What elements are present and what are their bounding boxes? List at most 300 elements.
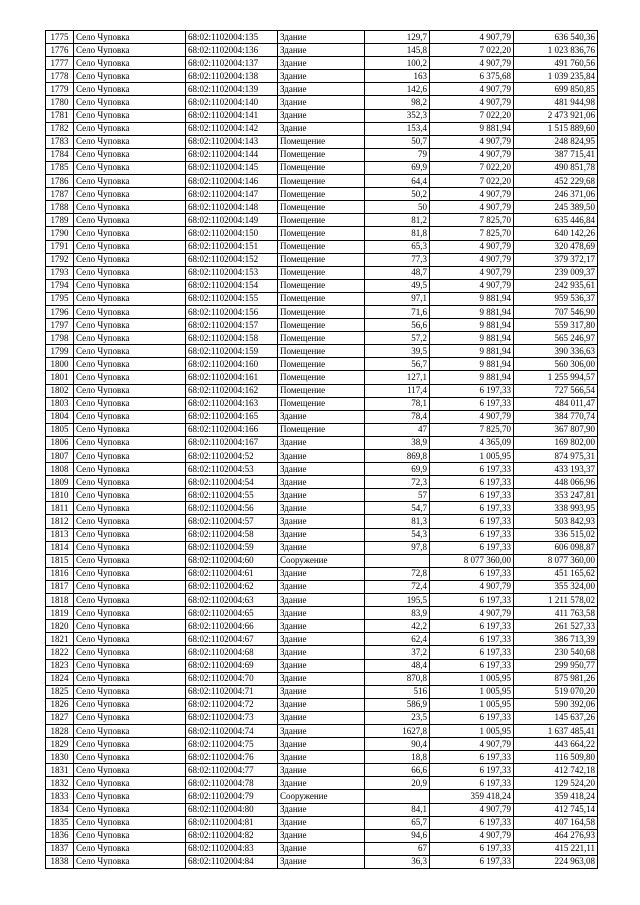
specific-value: 8 077 360,00 bbox=[430, 554, 514, 567]
settlement-name: Село Чуповка bbox=[74, 803, 186, 816]
cadastral-value: 353 247,81 bbox=[514, 489, 598, 502]
cadastral-number: 68:02:1102004:143 bbox=[186, 135, 278, 148]
object-type: Здание bbox=[278, 528, 365, 541]
cadastral-value: 8 077 360,00 bbox=[514, 554, 598, 567]
area-value: 81,8 bbox=[365, 227, 430, 240]
settlement-name: Село Чуповка bbox=[74, 240, 186, 253]
settlement-name: Село Чуповка bbox=[74, 554, 186, 567]
cadastral-number: 68:02:1102004:153 bbox=[186, 266, 278, 279]
table-row bbox=[46, 541, 598, 554]
area-value: 56,7 bbox=[365, 358, 430, 371]
table-row bbox=[46, 803, 598, 816]
specific-value: 4 907,79 bbox=[430, 738, 514, 751]
object-type: Помещение bbox=[278, 240, 365, 253]
area-value: 64,4 bbox=[365, 175, 430, 188]
row-number: 1811 bbox=[46, 502, 74, 515]
settlement-name: Село Чуповка bbox=[74, 541, 186, 554]
cadastral-value: 390 336,63 bbox=[514, 345, 598, 358]
cadastral-value: 565 246,97 bbox=[514, 332, 598, 345]
row-number: 1781 bbox=[46, 109, 74, 122]
settlement-name: Село Чуповка bbox=[74, 201, 186, 214]
area-value: 77,3 bbox=[365, 253, 430, 266]
row-number: 1786 bbox=[46, 175, 74, 188]
row-number: 1835 bbox=[46, 816, 74, 829]
cadastral-value: 491 760,56 bbox=[514, 57, 598, 70]
cadastral-value: 299 950,77 bbox=[514, 659, 598, 672]
row-number: 1798 bbox=[46, 332, 74, 345]
area-value: 56,6 bbox=[365, 319, 430, 332]
cadastral-value: 1 039 235,84 bbox=[514, 70, 598, 83]
cadastral-number: 68:02:1102004:79 bbox=[186, 790, 278, 803]
cadastral-number: 68:02:1102004:146 bbox=[186, 175, 278, 188]
cadastral-value: 1 637 485,41 bbox=[514, 724, 598, 737]
row-number: 1830 bbox=[46, 751, 74, 764]
row-number: 1838 bbox=[46, 855, 74, 868]
settlement-name: Село Чуповка bbox=[74, 515, 186, 528]
table-row bbox=[46, 489, 598, 502]
table-row bbox=[46, 816, 598, 829]
cadastral-number: 68:02:1102004:141 bbox=[186, 109, 278, 122]
area-value: 117,4 bbox=[365, 384, 430, 397]
cadastral-value: 451 165,62 bbox=[514, 567, 598, 580]
area-value: 23,5 bbox=[365, 711, 430, 724]
cadastral-number: 68:02:1102004:165 bbox=[186, 410, 278, 423]
specific-value: 9 881,94 bbox=[430, 305, 514, 318]
object-type: Здание bbox=[278, 109, 365, 122]
object-type: Помещение bbox=[278, 319, 365, 332]
object-type: Помещение bbox=[278, 135, 365, 148]
cadastral-number: 68:02:1102004:52 bbox=[186, 450, 278, 463]
cadastral-number: 68:02:1102004:158 bbox=[186, 332, 278, 345]
row-number: 1815 bbox=[46, 554, 74, 567]
area-value: 100,2 bbox=[365, 57, 430, 70]
table-row bbox=[46, 528, 598, 541]
cadastral-value: 464 276,93 bbox=[514, 829, 598, 842]
area-value: 90,4 bbox=[365, 738, 430, 751]
table-row bbox=[46, 711, 598, 724]
object-type: Сооружение bbox=[278, 790, 365, 803]
object-type: Здание bbox=[278, 816, 365, 829]
settlement-name: Село Чуповка bbox=[74, 31, 186, 44]
row-number: 1833 bbox=[46, 790, 74, 803]
cadastral-value: 145 637,26 bbox=[514, 711, 598, 724]
area-value: 79 bbox=[365, 148, 430, 161]
specific-value: 9 881,94 bbox=[430, 345, 514, 358]
cadastral-number: 68:02:1102004:56 bbox=[186, 502, 278, 515]
table-row bbox=[46, 724, 598, 737]
cadastral-number: 68:02:1102004:80 bbox=[186, 803, 278, 816]
row-number: 1832 bbox=[46, 777, 74, 790]
row-number: 1813 bbox=[46, 528, 74, 541]
specific-value: 6 197,33 bbox=[430, 816, 514, 829]
row-number: 1793 bbox=[46, 266, 74, 279]
row-number: 1804 bbox=[46, 410, 74, 423]
specific-value: 7 825,70 bbox=[430, 214, 514, 227]
specific-value: 4 907,79 bbox=[430, 148, 514, 161]
row-number: 1775 bbox=[46, 31, 74, 44]
cadastral-number: 68:02:1102004:63 bbox=[186, 594, 278, 607]
area-value: 39,5 bbox=[365, 345, 430, 358]
object-type: Сооружение bbox=[278, 554, 365, 567]
cadastral-value: 407 164,58 bbox=[514, 816, 598, 829]
cadastral-number: 68:02:1102004:160 bbox=[186, 358, 278, 371]
cadastral-number: 68:02:1102004:167 bbox=[186, 436, 278, 449]
row-number: 1823 bbox=[46, 659, 74, 672]
object-type: Помещение bbox=[278, 384, 365, 397]
settlement-name: Село Чуповка bbox=[74, 410, 186, 423]
table-row bbox=[46, 790, 598, 803]
object-type: Помещение bbox=[278, 397, 365, 410]
cadastral-value: 448 066,96 bbox=[514, 476, 598, 489]
settlement-name: Село Чуповка bbox=[74, 698, 186, 711]
area-value: 47 bbox=[365, 423, 430, 436]
object-type: Помещение bbox=[278, 161, 365, 174]
table-row bbox=[46, 607, 598, 620]
table-row bbox=[46, 567, 598, 580]
cadastral-number: 68:02:1102004:82 bbox=[186, 829, 278, 842]
cadastral-number: 68:02:1102004:66 bbox=[186, 620, 278, 633]
cadastral-value: 169 802,00 bbox=[514, 436, 598, 449]
row-number: 1816 bbox=[46, 567, 74, 580]
settlement-name: Село Чуповка bbox=[74, 135, 186, 148]
cadastral-number: 68:02:1102004:154 bbox=[186, 279, 278, 292]
object-type: Здание bbox=[278, 751, 365, 764]
table-row bbox=[46, 70, 598, 83]
cadastral-value: 443 664,22 bbox=[514, 738, 598, 751]
area-value: 72,4 bbox=[365, 580, 430, 593]
specific-value: 6 197,33 bbox=[430, 659, 514, 672]
row-number: 1810 bbox=[46, 489, 74, 502]
table-row bbox=[46, 633, 598, 646]
settlement-name: Село Чуповка bbox=[74, 70, 186, 83]
table-row bbox=[46, 175, 598, 188]
settlement-name: Село Чуповка bbox=[74, 842, 186, 855]
area-value: 127,1 bbox=[365, 371, 430, 384]
cadastral-number: 68:02:1102004:151 bbox=[186, 240, 278, 253]
specific-value: 4 907,79 bbox=[430, 607, 514, 620]
area-value: 869,8 bbox=[365, 450, 430, 463]
cadastral-value: 640 142,26 bbox=[514, 227, 598, 240]
object-type: Здание bbox=[278, 698, 365, 711]
cadastral-value: 320 478,69 bbox=[514, 240, 598, 253]
row-number: 1778 bbox=[46, 70, 74, 83]
object-type: Здание bbox=[278, 672, 365, 685]
object-type: Здание bbox=[278, 410, 365, 423]
area-value: 48,4 bbox=[365, 659, 430, 672]
area-value: 49,5 bbox=[365, 279, 430, 292]
object-type: Здание bbox=[278, 607, 365, 620]
cadastral-number: 68:02:1102004:71 bbox=[186, 685, 278, 698]
row-number: 1777 bbox=[46, 57, 74, 70]
table-row bbox=[46, 698, 598, 711]
cadastral-number: 68:02:1102004:69 bbox=[186, 659, 278, 672]
table-row bbox=[46, 751, 598, 764]
table-row bbox=[46, 227, 598, 240]
table-row bbox=[46, 371, 598, 384]
cadastral-number: 68:02:1102004:81 bbox=[186, 816, 278, 829]
cadastral-value: 384 770,74 bbox=[514, 410, 598, 423]
specific-value: 7 022,20 bbox=[430, 161, 514, 174]
table-row bbox=[46, 672, 598, 685]
area-value: 48,7 bbox=[365, 266, 430, 279]
document-page bbox=[45, 30, 597, 869]
table-row bbox=[46, 463, 598, 476]
area-value: 57,2 bbox=[365, 332, 430, 345]
cadastral-number: 68:02:1102004:145 bbox=[186, 161, 278, 174]
row-number: 1821 bbox=[46, 633, 74, 646]
area-value: 67 bbox=[365, 842, 430, 855]
object-type: Здание bbox=[278, 122, 365, 135]
row-number: 1779 bbox=[46, 83, 74, 96]
cadastral-value: 484 011,47 bbox=[514, 397, 598, 410]
table-row bbox=[46, 764, 598, 777]
specific-value: 6 197,33 bbox=[430, 620, 514, 633]
object-type: Помещение bbox=[278, 305, 365, 318]
cadastral-number: 68:02:1102004:163 bbox=[186, 397, 278, 410]
specific-value: 7 022,20 bbox=[430, 175, 514, 188]
cadastral-number: 68:02:1102004:152 bbox=[186, 253, 278, 266]
cadastral-number: 68:02:1102004:138 bbox=[186, 70, 278, 83]
settlement-name: Село Чуповка bbox=[74, 528, 186, 541]
table-row bbox=[46, 423, 598, 436]
cadastral-number: 68:02:1102004:65 bbox=[186, 607, 278, 620]
object-type: Здание bbox=[278, 70, 365, 83]
area-value: 18,8 bbox=[365, 751, 430, 764]
settlement-name: Село Чуповка bbox=[74, 214, 186, 227]
settlement-name: Село Чуповка bbox=[74, 476, 186, 489]
area-value: 72,3 bbox=[365, 476, 430, 489]
object-type: Помещение bbox=[278, 332, 365, 345]
cadastral-value: 707 546,90 bbox=[514, 305, 598, 318]
settlement-name: Село Чуповка bbox=[74, 332, 186, 345]
settlement-name: Село Чуповка bbox=[74, 423, 186, 436]
specific-value: 6 197,33 bbox=[430, 528, 514, 541]
table-row bbox=[46, 594, 598, 607]
settlement-name: Село Чуповка bbox=[74, 122, 186, 135]
row-number: 1827 bbox=[46, 711, 74, 724]
object-type: Здание bbox=[278, 502, 365, 515]
cadastral-value: 490 851,78 bbox=[514, 161, 598, 174]
row-number: 1790 bbox=[46, 227, 74, 240]
specific-value: 6 197,33 bbox=[430, 764, 514, 777]
table-body bbox=[46, 31, 598, 869]
object-type: Помещение bbox=[278, 292, 365, 305]
cadastral-number: 68:02:1102004:137 bbox=[186, 57, 278, 70]
specific-value: 6 197,33 bbox=[430, 842, 514, 855]
specific-value: 4 907,79 bbox=[430, 135, 514, 148]
cadastral-value: 387 715,41 bbox=[514, 148, 598, 161]
settlement-name: Село Чуповка bbox=[74, 724, 186, 737]
settlement-name: Село Чуповка bbox=[74, 188, 186, 201]
area-value: 71,6 bbox=[365, 305, 430, 318]
object-type: Здание bbox=[278, 31, 365, 44]
cadastral-value: 386 713,39 bbox=[514, 633, 598, 646]
cadastral-value: 116 509,80 bbox=[514, 751, 598, 764]
cadastral-value: 503 842,93 bbox=[514, 515, 598, 528]
specific-value: 6 197,33 bbox=[430, 633, 514, 646]
settlement-name: Село Чуповка bbox=[74, 450, 186, 463]
specific-value: 6 197,33 bbox=[430, 594, 514, 607]
settlement-name: Село Чуповка bbox=[74, 855, 186, 868]
cadastral-value-table bbox=[45, 30, 598, 869]
table-row bbox=[46, 122, 598, 135]
area-value: 37,2 bbox=[365, 646, 430, 659]
object-type: Здание bbox=[278, 567, 365, 580]
specific-value: 4 907,79 bbox=[430, 96, 514, 109]
row-number: 1828 bbox=[46, 724, 74, 737]
settlement-name: Село Чуповка bbox=[74, 279, 186, 292]
settlement-name: Село Чуповка bbox=[74, 489, 186, 502]
object-type: Помещение bbox=[278, 371, 365, 384]
row-number: 1802 bbox=[46, 384, 74, 397]
specific-value: 9 881,94 bbox=[430, 319, 514, 332]
area-value: 516 bbox=[365, 685, 430, 698]
settlement-name: Село Чуповка bbox=[74, 305, 186, 318]
cadastral-value: 635 446,84 bbox=[514, 214, 598, 227]
specific-value: 6 197,33 bbox=[430, 711, 514, 724]
table-row bbox=[46, 410, 598, 423]
cadastral-number: 68:02:1102004:59 bbox=[186, 541, 278, 554]
table-row bbox=[46, 580, 598, 593]
cadastral-value: 367 807,90 bbox=[514, 423, 598, 436]
row-number: 1824 bbox=[46, 672, 74, 685]
specific-value: 6 197,33 bbox=[430, 463, 514, 476]
table-row bbox=[46, 436, 598, 449]
specific-value: 1 005,95 bbox=[430, 672, 514, 685]
settlement-name: Село Чуповка bbox=[74, 266, 186, 279]
row-number: 1817 bbox=[46, 580, 74, 593]
object-type: Помещение bbox=[278, 279, 365, 292]
object-type: Помещение bbox=[278, 175, 365, 188]
object-type: Здание bbox=[278, 803, 365, 816]
area-value: 1627,8 bbox=[365, 724, 430, 737]
specific-value: 6 197,33 bbox=[430, 567, 514, 580]
area-value: 94,6 bbox=[365, 829, 430, 842]
row-number: 1792 bbox=[46, 253, 74, 266]
cadastral-number: 68:02:1102004:57 bbox=[186, 515, 278, 528]
object-type: Здание bbox=[278, 83, 365, 96]
area-value bbox=[365, 790, 430, 803]
area-value: 42,2 bbox=[365, 620, 430, 633]
table-row bbox=[46, 515, 598, 528]
cadastral-value: 129 524,20 bbox=[514, 777, 598, 790]
table-row bbox=[46, 476, 598, 489]
area-value: 586,9 bbox=[365, 698, 430, 711]
area-value: 54,7 bbox=[365, 502, 430, 515]
settlement-name: Село Чуповка bbox=[74, 384, 186, 397]
area-value: 163 bbox=[365, 70, 430, 83]
cadastral-value: 519 070,20 bbox=[514, 685, 598, 698]
cadastral-value: 379 372,17 bbox=[514, 253, 598, 266]
settlement-name: Село Чуповка bbox=[74, 253, 186, 266]
object-type: Здание bbox=[278, 515, 365, 528]
cadastral-number: 68:02:1102004:155 bbox=[186, 292, 278, 305]
specific-value: 1 005,95 bbox=[430, 685, 514, 698]
cadastral-number: 68:02:1102004:135 bbox=[186, 31, 278, 44]
settlement-name: Село Чуповка bbox=[74, 607, 186, 620]
settlement-name: Село Чуповка bbox=[74, 436, 186, 449]
cadastral-value: 359 418,24 bbox=[514, 790, 598, 803]
cadastral-value: 1 255 994,57 bbox=[514, 371, 598, 384]
cadastral-number: 68:02:1102004:157 bbox=[186, 319, 278, 332]
object-type: Здание bbox=[278, 436, 365, 449]
specific-value: 4 907,79 bbox=[430, 279, 514, 292]
area-value: 50,7 bbox=[365, 135, 430, 148]
area-value: 65,3 bbox=[365, 240, 430, 253]
row-number: 1801 bbox=[46, 371, 74, 384]
cadastral-value: 230 540,68 bbox=[514, 646, 598, 659]
settlement-name: Село Чуповка bbox=[74, 371, 186, 384]
object-type: Помещение bbox=[278, 266, 365, 279]
settlement-name: Село Чуповка bbox=[74, 764, 186, 777]
cadastral-number: 68:02:1102004:139 bbox=[186, 83, 278, 96]
object-type: Здание bbox=[278, 685, 365, 698]
area-value: 97,8 bbox=[365, 541, 430, 554]
object-type: Здание bbox=[278, 855, 365, 868]
specific-value: 4 907,79 bbox=[430, 580, 514, 593]
cadastral-value: 452 229,68 bbox=[514, 175, 598, 188]
row-number: 1782 bbox=[46, 122, 74, 135]
cadastral-value: 248 824,95 bbox=[514, 135, 598, 148]
row-number: 1807 bbox=[46, 450, 74, 463]
cadastral-number: 68:02:1102004:148 bbox=[186, 201, 278, 214]
cadastral-value: 727 566,54 bbox=[514, 384, 598, 397]
row-number: 1806 bbox=[46, 436, 74, 449]
area-value: 153,4 bbox=[365, 122, 430, 135]
specific-value: 4 907,79 bbox=[430, 83, 514, 96]
area-value: 72,8 bbox=[365, 567, 430, 580]
area-value: 50,2 bbox=[365, 188, 430, 201]
specific-value: 6 197,33 bbox=[430, 515, 514, 528]
cadastral-value: 355 324,00 bbox=[514, 580, 598, 593]
area-value: 195,5 bbox=[365, 594, 430, 607]
table-row bbox=[46, 842, 598, 855]
settlement-name: Село Чуповка bbox=[74, 567, 186, 580]
specific-value: 6 197,33 bbox=[430, 855, 514, 868]
table-row bbox=[46, 161, 598, 174]
specific-value: 7 022,20 bbox=[430, 44, 514, 57]
object-type: Помещение bbox=[278, 253, 365, 266]
specific-value: 6 197,33 bbox=[430, 476, 514, 489]
table-row bbox=[46, 292, 598, 305]
settlement-name: Село Чуповка bbox=[74, 358, 186, 371]
area-value: 98,2 bbox=[365, 96, 430, 109]
settlement-name: Село Чуповка bbox=[74, 109, 186, 122]
settlement-name: Село Чуповка bbox=[74, 161, 186, 174]
cadastral-number: 68:02:1102004:67 bbox=[186, 633, 278, 646]
cadastral-number: 68:02:1102004:142 bbox=[186, 122, 278, 135]
object-type: Здание bbox=[278, 594, 365, 607]
cadastral-number: 68:02:1102004:77 bbox=[186, 764, 278, 777]
row-number: 1800 bbox=[46, 358, 74, 371]
table-row bbox=[46, 685, 598, 698]
table-row bbox=[46, 646, 598, 659]
settlement-name: Село Чуповка bbox=[74, 672, 186, 685]
area-value: 129,7 bbox=[365, 31, 430, 44]
cadastral-value: 590 392,06 bbox=[514, 698, 598, 711]
cadastral-number: 68:02:1102004:83 bbox=[186, 842, 278, 855]
area-value: 81,2 bbox=[365, 214, 430, 227]
table-row bbox=[46, 109, 598, 122]
cadastral-value: 433 193,37 bbox=[514, 463, 598, 476]
specific-value: 6 197,33 bbox=[430, 751, 514, 764]
cadastral-value: 1 023 836,76 bbox=[514, 44, 598, 57]
cadastral-value: 239 009,37 bbox=[514, 266, 598, 279]
specific-value: 1 005,95 bbox=[430, 450, 514, 463]
table-row bbox=[46, 305, 598, 318]
cadastral-number: 68:02:1102004:53 bbox=[186, 463, 278, 476]
settlement-name: Село Чуповка bbox=[74, 646, 186, 659]
